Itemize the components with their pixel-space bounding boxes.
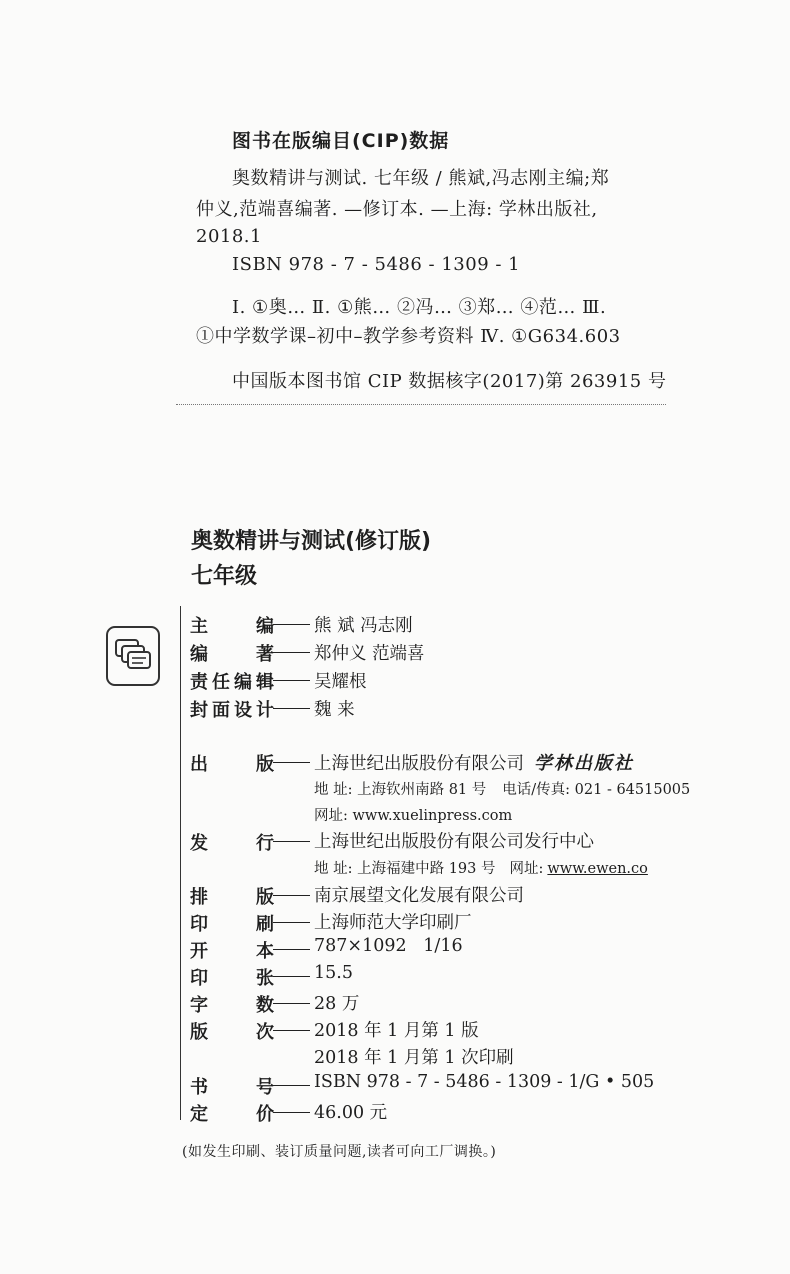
- spec-label-book-number: 书 号: [190, 1077, 274, 1098]
- spec-value-format: 787×1092 1/16: [314, 936, 463, 956]
- leader-dash: [273, 1085, 310, 1086]
- leader-dash: [273, 652, 310, 653]
- spec-value-book-number: ISBN 978 - 7 - 5486 - 1309 - 1/G • 505: [314, 1072, 655, 1092]
- publisher-name: 上海世纪出版股份有限公司: [314, 754, 524, 774]
- spec-value-typesetting: 南京展望文化发展有限公司: [314, 886, 524, 906]
- publisher-logo-icon: [106, 626, 160, 686]
- publisher-mark: 学林出版社: [534, 753, 634, 774]
- credit-value-editor-in-chief: 熊 斌 冯志刚: [314, 616, 413, 636]
- leader-dash: [273, 680, 310, 681]
- leader-dash: [273, 895, 310, 896]
- quality-note: (如发生印刷、装订质量问题,读者可向工厂调换。): [182, 1144, 497, 1160]
- spec-label-sheets: 印 张: [190, 968, 274, 989]
- leader-dash: [273, 624, 310, 625]
- credit-label-responsible-editor: 责 任 编 辑: [190, 672, 274, 693]
- cip-line-2: 仲义,范端喜编著. —修订本. —上海: 学林出版社,: [196, 199, 598, 220]
- cip-line-3: 2018.1: [196, 226, 262, 247]
- cip-class-1: Ⅰ. ①奥… Ⅱ. ①熊… ②冯… ③郑… ④范… Ⅲ.: [232, 297, 607, 318]
- leader-dash: [273, 976, 310, 977]
- distributor-address: 地 址: 上海福建中路 193 号 网址: www.ewen.co: [314, 861, 648, 877]
- leader-dash: [273, 762, 310, 763]
- spec-label-edition: 版 次: [190, 1022, 274, 1043]
- spec-value-word-count: 28 万: [314, 994, 360, 1014]
- credit-value-author: 郑仲义 范端喜: [314, 644, 425, 664]
- publisher-website: 网址: www.xuelinpress.com: [314, 808, 513, 824]
- credit-label-cover-design: 封 面 设 计: [190, 700, 274, 721]
- cip-isbn: ISBN 978 - 7 - 5486 - 1309 - 1: [232, 254, 521, 275]
- spec-value-price: 46.00 元: [314, 1103, 388, 1123]
- leader-dash: [273, 1112, 310, 1113]
- spec-value-edition: 2018 年 1 月第 1 版: [314, 1021, 479, 1041]
- spec-label-word-count: 字 数: [190, 995, 274, 1016]
- distributor-value: 上海世纪出版股份有限公司发行中心: [314, 832, 594, 852]
- leader-dash: [273, 841, 310, 842]
- spec-label-format: 开 本: [190, 941, 274, 962]
- leader-dash: [273, 1030, 310, 1031]
- distributor-website-label: 网址:: [509, 861, 544, 877]
- spec-label-printing: 印 刷: [190, 914, 274, 935]
- spec-label-price: 定 价: [190, 1104, 274, 1125]
- credit-label-editor-in-chief: 主 编: [190, 616, 274, 637]
- leader-dash: [273, 922, 310, 923]
- spec-value-sheets: 15.5: [314, 963, 353, 983]
- distributor-label: 发 行: [190, 833, 274, 854]
- spec-label-typesetting: 排 版: [190, 887, 274, 908]
- spec-value-printing-run: 2018 年 1 月第 1 次印刷: [314, 1048, 514, 1068]
- publisher-value: [314, 749, 634, 775]
- publisher-address: 地 址: 上海钦州南路 81 号 电话/传真: 021 - 64515005: [314, 782, 691, 798]
- credit-label-author: 编 著: [190, 644, 274, 665]
- leader-dash: [273, 1003, 310, 1004]
- cip-class-2: ①中学数学课–初中–教学参考资料 Ⅳ. ①G634.603: [196, 326, 621, 347]
- book-grade: 七年级: [191, 564, 258, 589]
- leader-dash: [273, 949, 310, 950]
- cip-title: 图书在版编目(CIP)数据: [232, 130, 450, 152]
- cip-line-1: 奥数精讲与测试. 七年级 / 熊斌,冯志刚主编;郑: [232, 168, 610, 189]
- left-rule: [180, 606, 181, 1120]
- book-title: 奥数精讲与测试(修订版): [191, 529, 432, 554]
- publisher-phone: 电话/传真: 021 - 64515005: [502, 782, 691, 798]
- cip-approval: 中国版本图书馆 CIP 数据核字(2017)第 263915 号: [232, 371, 667, 392]
- distributor-website-link[interactable]: www.ewen.co: [547, 861, 648, 877]
- leader-dash: [273, 708, 310, 709]
- publisher-label: 出 版: [190, 754, 274, 775]
- spec-value-printing: 上海师范大学印刷厂: [314, 913, 472, 933]
- credit-value-cover-design: 魏 来: [314, 700, 355, 720]
- dotted-divider: [176, 404, 666, 405]
- credit-value-responsible-editor: 吴耀根: [314, 672, 367, 692]
